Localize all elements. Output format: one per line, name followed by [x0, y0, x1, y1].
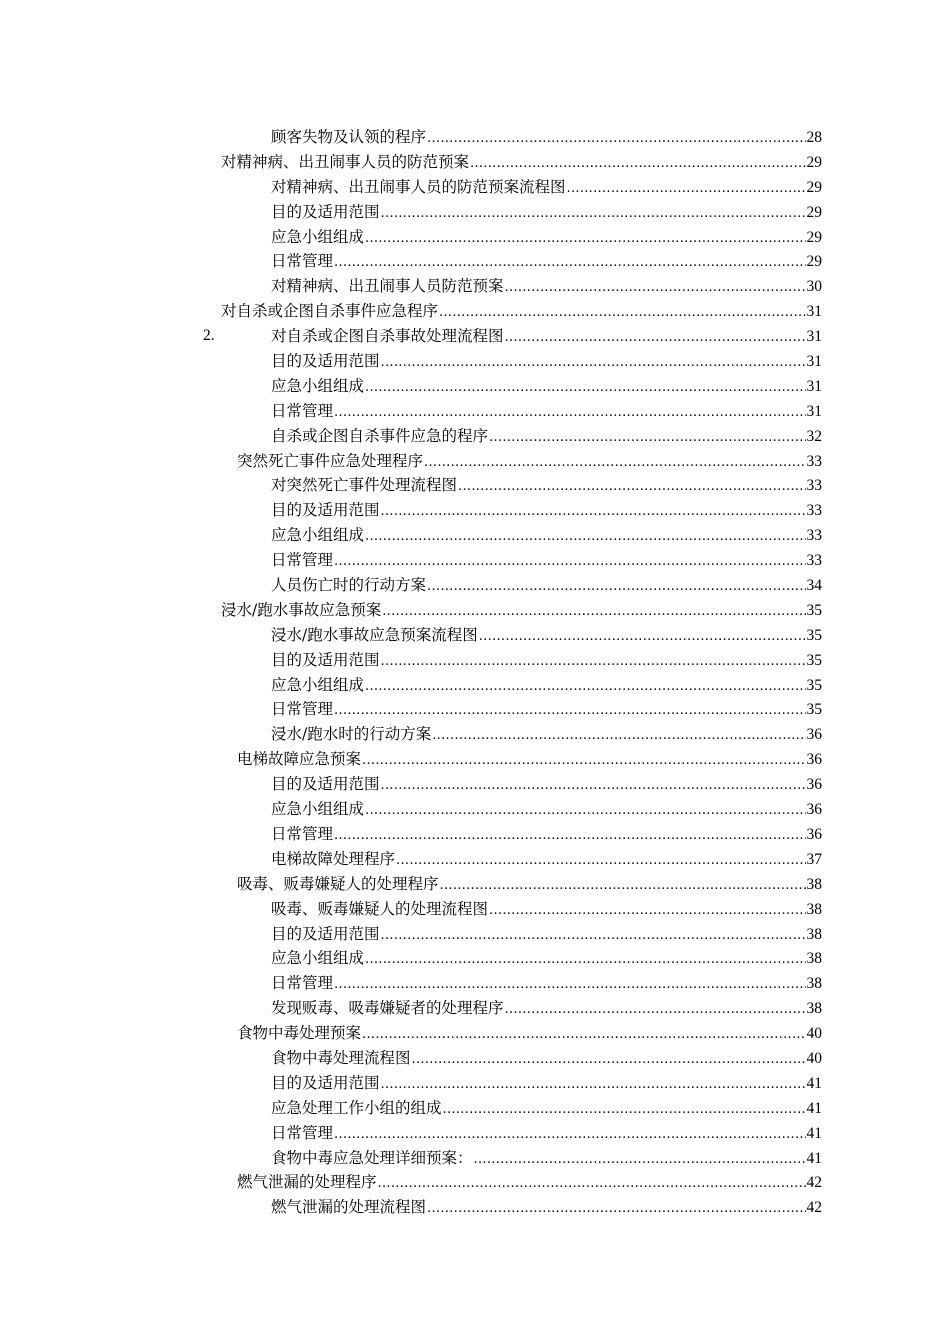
- dot-leader: [381, 500, 806, 525]
- toc-entry[interactable]: [0, 822, 950, 847]
- toc-entry-title: 浸水/跑水事故应急预案流程图: [271, 625, 478, 644]
- toc-entry-title: 目的及适用范围: [271, 924, 380, 943]
- toc-entry-title: 应急小组组成: [271, 949, 365, 968]
- dot-leader: [381, 202, 806, 227]
- toc-entry-page-number: 36: [806, 825, 822, 843]
- toc-entry-number: 2.: [203, 327, 215, 345]
- toc-entry-title: 对自杀或企图自杀事故处理流程图: [271, 327, 504, 346]
- toc-entry-page-number: 35: [806, 651, 822, 669]
- toc-entry[interactable]: [0, 424, 950, 449]
- toc-entry-title: 日常管理: [271, 824, 334, 843]
- toc-entry[interactable]: [0, 473, 950, 498]
- toc-entry-title: 对精神病、出丑闹事人员的防范预案流程图: [271, 177, 566, 196]
- toc-entry-title: 吸毒、贩毒嫌疑人的处理流程图: [271, 899, 489, 918]
- toc-entry-line: [271, 200, 822, 227]
- toc-entry[interactable]: [0, 1046, 950, 1071]
- toc-entry-page-number: 35: [806, 601, 822, 619]
- toc-entry[interactable]: [0, 225, 950, 250]
- toc-entry-line: [271, 424, 822, 451]
- toc-entry-title: 燃气泄漏的处理流程图: [271, 1198, 427, 1217]
- dot-leader: [334, 824, 805, 849]
- toc-entry-page-number: 40: [806, 1049, 822, 1067]
- toc-entry-page-number: 41: [806, 1099, 822, 1117]
- dot-leader: [365, 525, 805, 550]
- toc-entry-line: [271, 249, 822, 276]
- dot-leader: [458, 475, 805, 500]
- toc-entry-title: 日常管理: [271, 401, 334, 420]
- dot-leader: [334, 251, 805, 276]
- toc-entry-page-number: 29: [806, 178, 822, 196]
- toc-entry-page-number: 31: [806, 353, 822, 371]
- toc-entry-page-number: 29: [806, 228, 822, 246]
- toc-entry-line: [271, 1121, 822, 1148]
- toc-entry-page-number: 31: [806, 328, 822, 346]
- dot-leader: [479, 625, 806, 650]
- dot-leader: [334, 973, 805, 998]
- toc-entry[interactable]: [0, 1170, 950, 1195]
- toc-entry-line: [271, 673, 822, 700]
- toc-entry-page-number: 38: [806, 875, 822, 893]
- toc-entry-line: [271, 548, 822, 575]
- toc-entry-title: 燃气泄漏的处理程序: [237, 1173, 377, 1192]
- dot-leader: [334, 550, 805, 575]
- toc-entry[interactable]: [0, 523, 950, 548]
- toc-entry-title: 应急小组组成: [271, 526, 365, 545]
- toc-entry-line: [271, 971, 822, 998]
- toc-entry-line: [271, 374, 822, 401]
- toc-entry-line: [271, 1046, 822, 1073]
- toc-entry-line: [271, 996, 822, 1023]
- toc-entry-title: 目的及适用范围: [271, 650, 380, 669]
- toc-entry-page-number: 35: [806, 626, 822, 644]
- dot-leader: [362, 1023, 805, 1048]
- dot-leader: [567, 177, 806, 202]
- toc-entry-page-number: 38: [806, 900, 822, 918]
- toc-entry-line: [221, 150, 822, 177]
- toc-entry[interactable]: [0, 125, 950, 150]
- dot-leader: [505, 276, 806, 301]
- toc-entry-title: 发现贩毒、吸毒嫌疑者的处理程序: [271, 999, 504, 1018]
- toc-entry-page-number: 40: [806, 1025, 822, 1043]
- toc-entry[interactable]: [0, 772, 950, 797]
- dot-leader: [362, 749, 805, 774]
- toc-entry[interactable]: [0, 249, 950, 274]
- toc-entry[interactable]: [0, 399, 950, 424]
- toc-entry-page-number: 32: [806, 427, 822, 445]
- toc-entry-title: 浸水/跑水事故应急预案: [221, 600, 382, 619]
- toc-entry-page-number: 37: [806, 850, 822, 868]
- toc-entry-title: 顾客失物及认领的程序: [271, 128, 427, 146]
- toc-entry-page-number: 30: [806, 278, 822, 296]
- dot-leader: [432, 724, 805, 749]
- toc-entry[interactable]: [0, 872, 950, 897]
- toc-entry-title: 对精神病、出丑闹事人员的防范预案: [221, 152, 470, 171]
- dot-leader: [381, 774, 806, 799]
- toc-entry[interactable]: [0, 1121, 950, 1146]
- toc-entry-line: [271, 125, 822, 152]
- toc-entry[interactable]: [0, 598, 950, 623]
- dot-leader: [427, 1197, 805, 1222]
- toc-entry[interactable]: [0, 623, 950, 648]
- toc-entry-page-number: 41: [806, 1124, 822, 1142]
- toc-entry-page-number: 41: [806, 1074, 822, 1092]
- dot-leader: [334, 699, 805, 724]
- toc-entry[interactable]: [0, 648, 950, 673]
- toc-entry-title: 应急小组组成: [271, 675, 365, 694]
- toc-entry-line: [271, 349, 822, 376]
- toc-entry-title: 目的及适用范围: [271, 775, 380, 794]
- toc-entry[interactable]: [0, 996, 950, 1021]
- toc-entry[interactable]: [0, 1096, 950, 1121]
- toc-entry-line: [271, 473, 822, 500]
- dot-leader: [489, 899, 805, 924]
- dot-leader: [382, 600, 805, 625]
- dot-leader: [489, 426, 805, 451]
- toc-entry-page-number: 42: [806, 1174, 822, 1192]
- toc-entry-page-number: 31: [806, 402, 822, 420]
- toc-entry-page-number: 33: [806, 502, 822, 520]
- dot-leader: [381, 351, 806, 376]
- toc-entry[interactable]: [0, 573, 950, 598]
- toc-entry[interactable]: [0, 1071, 950, 1096]
- dot-leader: [396, 849, 805, 874]
- toc-entry-page-number: 36: [806, 726, 822, 744]
- toc-entry[interactable]: [0, 971, 950, 996]
- toc-entry-page-number: 31: [806, 377, 822, 395]
- toc-entry-line: [221, 598, 822, 625]
- toc-entry[interactable]: [0, 747, 950, 772]
- toc-entry-title: 对突然死亡事件处理流程图: [271, 476, 458, 495]
- dot-leader: [378, 1172, 806, 1197]
- toc-entry-page-number: 38: [806, 1000, 822, 1018]
- toc-entry-title: 应急小组组成: [271, 376, 365, 395]
- toc-entry-title: 突然死亡事件应急处理程序: [237, 451, 424, 470]
- toc-entry-line: [237, 449, 822, 476]
- toc-entry-title: 自杀或企图自杀事件应急的程序: [271, 426, 489, 445]
- toc-entry-line: [271, 1146, 822, 1173]
- toc-entry-title: 对自杀或企图自杀事件应急程序: [221, 302, 439, 321]
- toc-entry-line: [271, 399, 822, 426]
- toc-entry[interactable]: [0, 324, 950, 349]
- toc-entry-title: 人员伤亡时的行动方案: [271, 576, 427, 595]
- toc-entry-title: 浸水/跑水时的行动方案: [271, 725, 432, 744]
- toc-entry-page-number: 29: [806, 153, 822, 171]
- toc-entry-title: 日常管理: [271, 700, 334, 719]
- dot-leader: [440, 874, 806, 899]
- toc-entry-title: 对精神病、出丑闹事人员防范预案: [271, 277, 504, 296]
- toc-entry-line: [271, 274, 822, 301]
- toc-entry-line: [271, 922, 822, 949]
- dot-leader: [424, 451, 805, 476]
- toc-entry-page-number: 41: [806, 1149, 822, 1167]
- toc-entry-line: [271, 175, 822, 202]
- toc-entry[interactable]: [0, 299, 950, 324]
- dot-leader: [365, 376, 805, 401]
- dot-leader: [365, 799, 805, 824]
- toc-entry-line: [271, 772, 822, 799]
- toc-entry-page-number: 31: [806, 303, 822, 321]
- dot-leader: [505, 326, 806, 351]
- toc-entry-title: 目的及适用范围: [271, 501, 380, 520]
- toc-entry[interactable]: [0, 1146, 950, 1171]
- toc-entry-title: 应急小组组成: [271, 800, 365, 819]
- dot-leader: [334, 401, 805, 426]
- toc-entry[interactable]: [0, 722, 950, 747]
- toc-entry-title: 日常管理: [271, 551, 334, 570]
- toc-entry-title: 日常管理: [271, 974, 334, 993]
- toc-entry-title: 目的及适用范围: [271, 352, 380, 371]
- toc-entry-line: [271, 1195, 822, 1222]
- toc-entry-title: 日常管理: [271, 252, 334, 271]
- toc-entry-title: 应急处理工作小组的组成: [271, 1098, 442, 1117]
- toc-entry-line: [271, 648, 822, 675]
- table-of-contents: [0, 125, 950, 1220]
- toc-entry-line: [271, 697, 822, 724]
- toc-entry-page-number: 28: [806, 129, 822, 146]
- toc-entry-line: [237, 872, 822, 899]
- toc-entry-line: [237, 1170, 822, 1197]
- dot-leader: [474, 1148, 806, 1173]
- dot-leader: [443, 1098, 806, 1123]
- toc-entry[interactable]: [0, 1195, 950, 1220]
- toc-entry[interactable]: [0, 548, 950, 573]
- dot-leader: [505, 998, 806, 1023]
- toc-entry-line: [271, 573, 822, 600]
- toc-entry-line: [271, 623, 822, 650]
- toc-entry[interactable]: [0, 349, 950, 374]
- toc-entry-page-number: 35: [806, 676, 822, 694]
- toc-entry[interactable]: [0, 150, 950, 175]
- toc-entry-page-number: 35: [806, 701, 822, 719]
- toc-entry-line: [271, 1071, 822, 1098]
- toc-entry-page-number: 42: [806, 1199, 822, 1217]
- toc-entry-title: 日常管理: [271, 1123, 334, 1142]
- toc-entry-title: 电梯故障处理程序: [271, 849, 396, 868]
- toc-entry-line: [271, 847, 822, 874]
- toc-entry-line: [271, 822, 822, 849]
- toc-entry-title: 目的及适用范围: [271, 202, 380, 221]
- toc-entry-page-number: 38: [806, 925, 822, 943]
- toc-entry[interactable]: [0, 498, 950, 523]
- dot-leader: [365, 948, 805, 973]
- toc-entry-page-number: 38: [806, 950, 822, 968]
- toc-entry-line: [271, 722, 822, 749]
- toc-entry-page-number: 29: [806, 253, 822, 271]
- toc-entry[interactable]: [0, 374, 950, 399]
- toc-entry-page-number: 36: [806, 751, 822, 769]
- dot-leader: [381, 924, 806, 949]
- toc-entry-line: [271, 946, 822, 973]
- dot-leader: [334, 1123, 805, 1148]
- toc-entry-title: 应急小组组成: [271, 227, 365, 246]
- toc-entry-title: 吸毒、贩毒嫌疑人的处理程序: [237, 874, 439, 893]
- toc-entry-line: [271, 523, 822, 550]
- toc-entry[interactable]: [0, 449, 950, 474]
- toc-entry-line: [271, 324, 822, 351]
- dot-leader: [470, 152, 805, 177]
- dot-leader: [381, 1073, 806, 1098]
- toc-entry[interactable]: [0, 897, 950, 922]
- toc-entry[interactable]: [0, 200, 950, 225]
- dot-leader: [427, 575, 805, 600]
- toc-entry-page-number: 36: [806, 801, 822, 819]
- dot-leader: [381, 650, 806, 675]
- toc-entry-page-number: 38: [806, 975, 822, 993]
- toc-entry-line: [271, 1096, 822, 1123]
- toc-entry-page-number: 33: [806, 527, 822, 545]
- toc-entry-title: 目的及适用范围: [271, 1073, 380, 1092]
- toc-entry-page-number: 34: [806, 577, 822, 595]
- toc-entry-line: [221, 299, 822, 326]
- toc-entry[interactable]: [0, 847, 950, 872]
- toc-entry-page-number: 29: [806, 203, 822, 221]
- toc-entry-line: [271, 897, 822, 924]
- toc-entry-title: 食物中毒应急处理详细预案：: [271, 1148, 473, 1167]
- toc-entry-line: [237, 1021, 822, 1048]
- dot-leader: [365, 227, 805, 252]
- toc-entry[interactable]: [0, 673, 950, 698]
- toc-entry[interactable]: [0, 797, 950, 822]
- toc-entry-line: [271, 225, 822, 252]
- toc-entry-line: [271, 797, 822, 824]
- toc-entry[interactable]: [0, 922, 950, 947]
- toc-entry-title: 食物中毒处理预案: [237, 1024, 362, 1043]
- dot-leader: [439, 301, 805, 326]
- toc-entry-page-number: 33: [806, 477, 822, 495]
- toc-entry[interactable]: [0, 274, 950, 299]
- toc-entry[interactable]: [0, 946, 950, 971]
- toc-entry-title: 食物中毒处理流程图: [271, 1048, 411, 1067]
- toc-entry-page-number: 33: [806, 452, 822, 470]
- dot-leader: [412, 1048, 806, 1073]
- toc-entry-line: [237, 747, 822, 774]
- dot-leader: [427, 127, 805, 152]
- toc-entry[interactable]: [0, 175, 950, 200]
- toc-entry[interactable]: [0, 697, 950, 722]
- toc-entry-page-number: 33: [806, 552, 822, 570]
- toc-entry-line: [271, 498, 822, 525]
- toc-entry-title: 电梯故障应急预案: [237, 750, 362, 769]
- toc-entry-page-number: 36: [806, 776, 822, 794]
- dot-leader: [365, 675, 805, 700]
- toc-entry[interactable]: [0, 1021, 950, 1046]
